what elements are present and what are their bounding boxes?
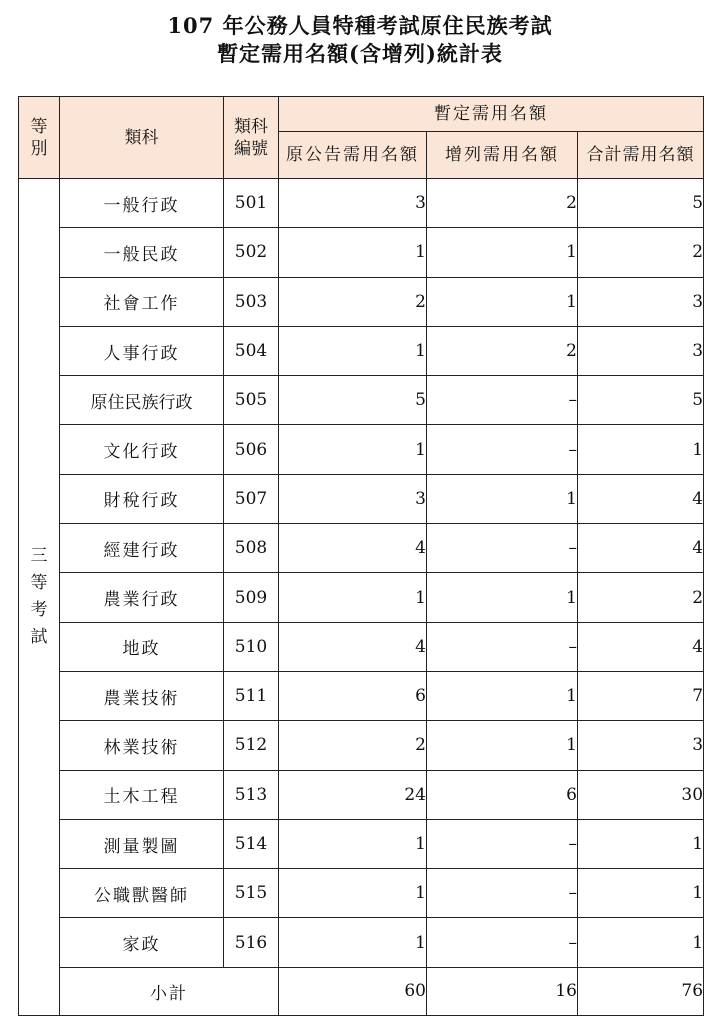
category-name: 財稅行政 — [60, 474, 224, 523]
added-count: – — [427, 425, 578, 474]
table-row — [19, 671, 704, 720]
table-row — [19, 524, 704, 573]
category-name: 農業行政 — [60, 573, 224, 622]
table-row — [19, 228, 704, 277]
added-count: 1 — [427, 228, 578, 277]
added-count: 1 — [427, 671, 578, 720]
original-count: 1 — [279, 228, 427, 277]
header-group: 暫定需用名額 — [279, 97, 704, 132]
table-row — [19, 179, 704, 228]
header-total: 合計需用名額 — [578, 132, 704, 179]
header-category: 類科 — [60, 97, 224, 179]
category-name: 一般行政 — [60, 179, 224, 228]
table-row — [19, 573, 704, 622]
category-name: 測量製圖 — [60, 819, 224, 868]
total-count: 1 — [578, 425, 704, 474]
original-count: 1 — [279, 425, 427, 474]
added-count: – — [427, 524, 578, 573]
title-line-2: 暫定需用名額(含增列)統計表 — [217, 41, 503, 66]
original-count: 1 — [279, 819, 427, 868]
original-count: 24 — [279, 770, 427, 819]
header-grade: 等 別 — [19, 97, 60, 179]
category-code: 508 — [224, 524, 279, 573]
original-count: 1 — [279, 573, 427, 622]
original-count: 1 — [279, 326, 427, 375]
header-code: 類科 編號 — [224, 97, 279, 179]
category-code: 515 — [224, 869, 279, 918]
header-original: 原公告需用名額 — [279, 132, 427, 179]
category-name: 文化行政 — [60, 425, 224, 474]
total-count: 3 — [578, 721, 704, 770]
category-code: 501 — [224, 179, 279, 228]
original-count: 4 — [279, 622, 427, 671]
total-count: 1 — [578, 918, 704, 967]
title-line-1: 107 年公務人員特種考試原住民族考試 — [167, 13, 553, 38]
original-count: 3 — [279, 474, 427, 523]
subtotal-row — [19, 967, 704, 1015]
total-count: 3 — [578, 326, 704, 375]
original-count: 2 — [279, 721, 427, 770]
category-name: 社會工作 — [60, 277, 224, 326]
table-row — [19, 622, 704, 671]
total-count: 30 — [578, 770, 704, 819]
category-name: 林業技術 — [60, 721, 224, 770]
table-row — [19, 918, 704, 967]
category-code: 510 — [224, 622, 279, 671]
total-count: 1 — [578, 869, 704, 918]
subtotal-total: 76 — [578, 967, 704, 1015]
category-code: 511 — [224, 671, 279, 720]
table-row — [19, 770, 704, 819]
table-row — [19, 819, 704, 868]
category-name: 經建行政 — [60, 524, 224, 573]
table-row — [19, 425, 704, 474]
category-code: 509 — [224, 573, 279, 622]
table-row — [19, 474, 704, 523]
added-count: 1 — [427, 573, 578, 622]
category-name: 一般民政 — [60, 228, 224, 277]
category-code: 504 — [224, 326, 279, 375]
table-row — [19, 376, 704, 425]
original-count: 3 — [279, 179, 427, 228]
category-name: 人事行政 — [60, 326, 224, 375]
category-name: 土木工程 — [60, 770, 224, 819]
added-count: 2 — [427, 179, 578, 228]
table-row — [19, 326, 704, 375]
category-code: 503 — [224, 277, 279, 326]
category-name: 農業技術 — [60, 671, 224, 720]
category-name: 地政 — [60, 622, 224, 671]
category-code: 512 — [224, 721, 279, 770]
total-count: 7 — [578, 671, 704, 720]
category-code: 505 — [224, 376, 279, 425]
total-count: 3 — [578, 277, 704, 326]
original-count: 4 — [279, 524, 427, 573]
total-count: 5 — [578, 179, 704, 228]
added-count: – — [427, 869, 578, 918]
category-name: 原住民族行政 — [60, 376, 224, 425]
added-count: 1 — [427, 721, 578, 770]
total-count: 2 — [578, 573, 704, 622]
added-count: – — [427, 376, 578, 425]
total-count: 4 — [578, 622, 704, 671]
category-code: 507 — [224, 474, 279, 523]
subtotal-added: 16 — [427, 967, 578, 1015]
total-count: 1 — [578, 819, 704, 868]
subtotal-original: 60 — [279, 967, 427, 1015]
total-count: 4 — [578, 474, 704, 523]
category-code: 502 — [224, 228, 279, 277]
added-count: 1 — [427, 474, 578, 523]
original-count: 1 — [279, 918, 427, 967]
category-code: 513 — [224, 770, 279, 819]
added-count: – — [427, 918, 578, 967]
category-code: 506 — [224, 425, 279, 474]
original-count: 1 — [279, 869, 427, 918]
document-title — [0, 12, 720, 68]
category-name: 公職獸醫師 — [60, 869, 224, 918]
table-row — [19, 721, 704, 770]
category-code: 516 — [224, 918, 279, 967]
added-count: 6 — [427, 770, 578, 819]
original-count: 5 — [279, 376, 427, 425]
table-row — [19, 277, 704, 326]
original-count: 6 — [279, 671, 427, 720]
added-count: 2 — [427, 326, 578, 375]
original-count: 2 — [279, 277, 427, 326]
total-count: 2 — [578, 228, 704, 277]
grade-cell: 三 等 考 試 — [19, 179, 60, 1016]
category-code: 514 — [224, 819, 279, 868]
total-count: 5 — [578, 376, 704, 425]
category-name: 家政 — [60, 918, 224, 967]
header-added: 增列需用名額 — [427, 132, 578, 179]
subtotal-label: 小計 — [60, 967, 279, 1015]
table-row — [19, 869, 704, 918]
quota-table — [18, 96, 704, 1016]
added-count: – — [427, 819, 578, 868]
total-count: 4 — [578, 524, 704, 573]
added-count: 1 — [427, 277, 578, 326]
added-count: – — [427, 622, 578, 671]
